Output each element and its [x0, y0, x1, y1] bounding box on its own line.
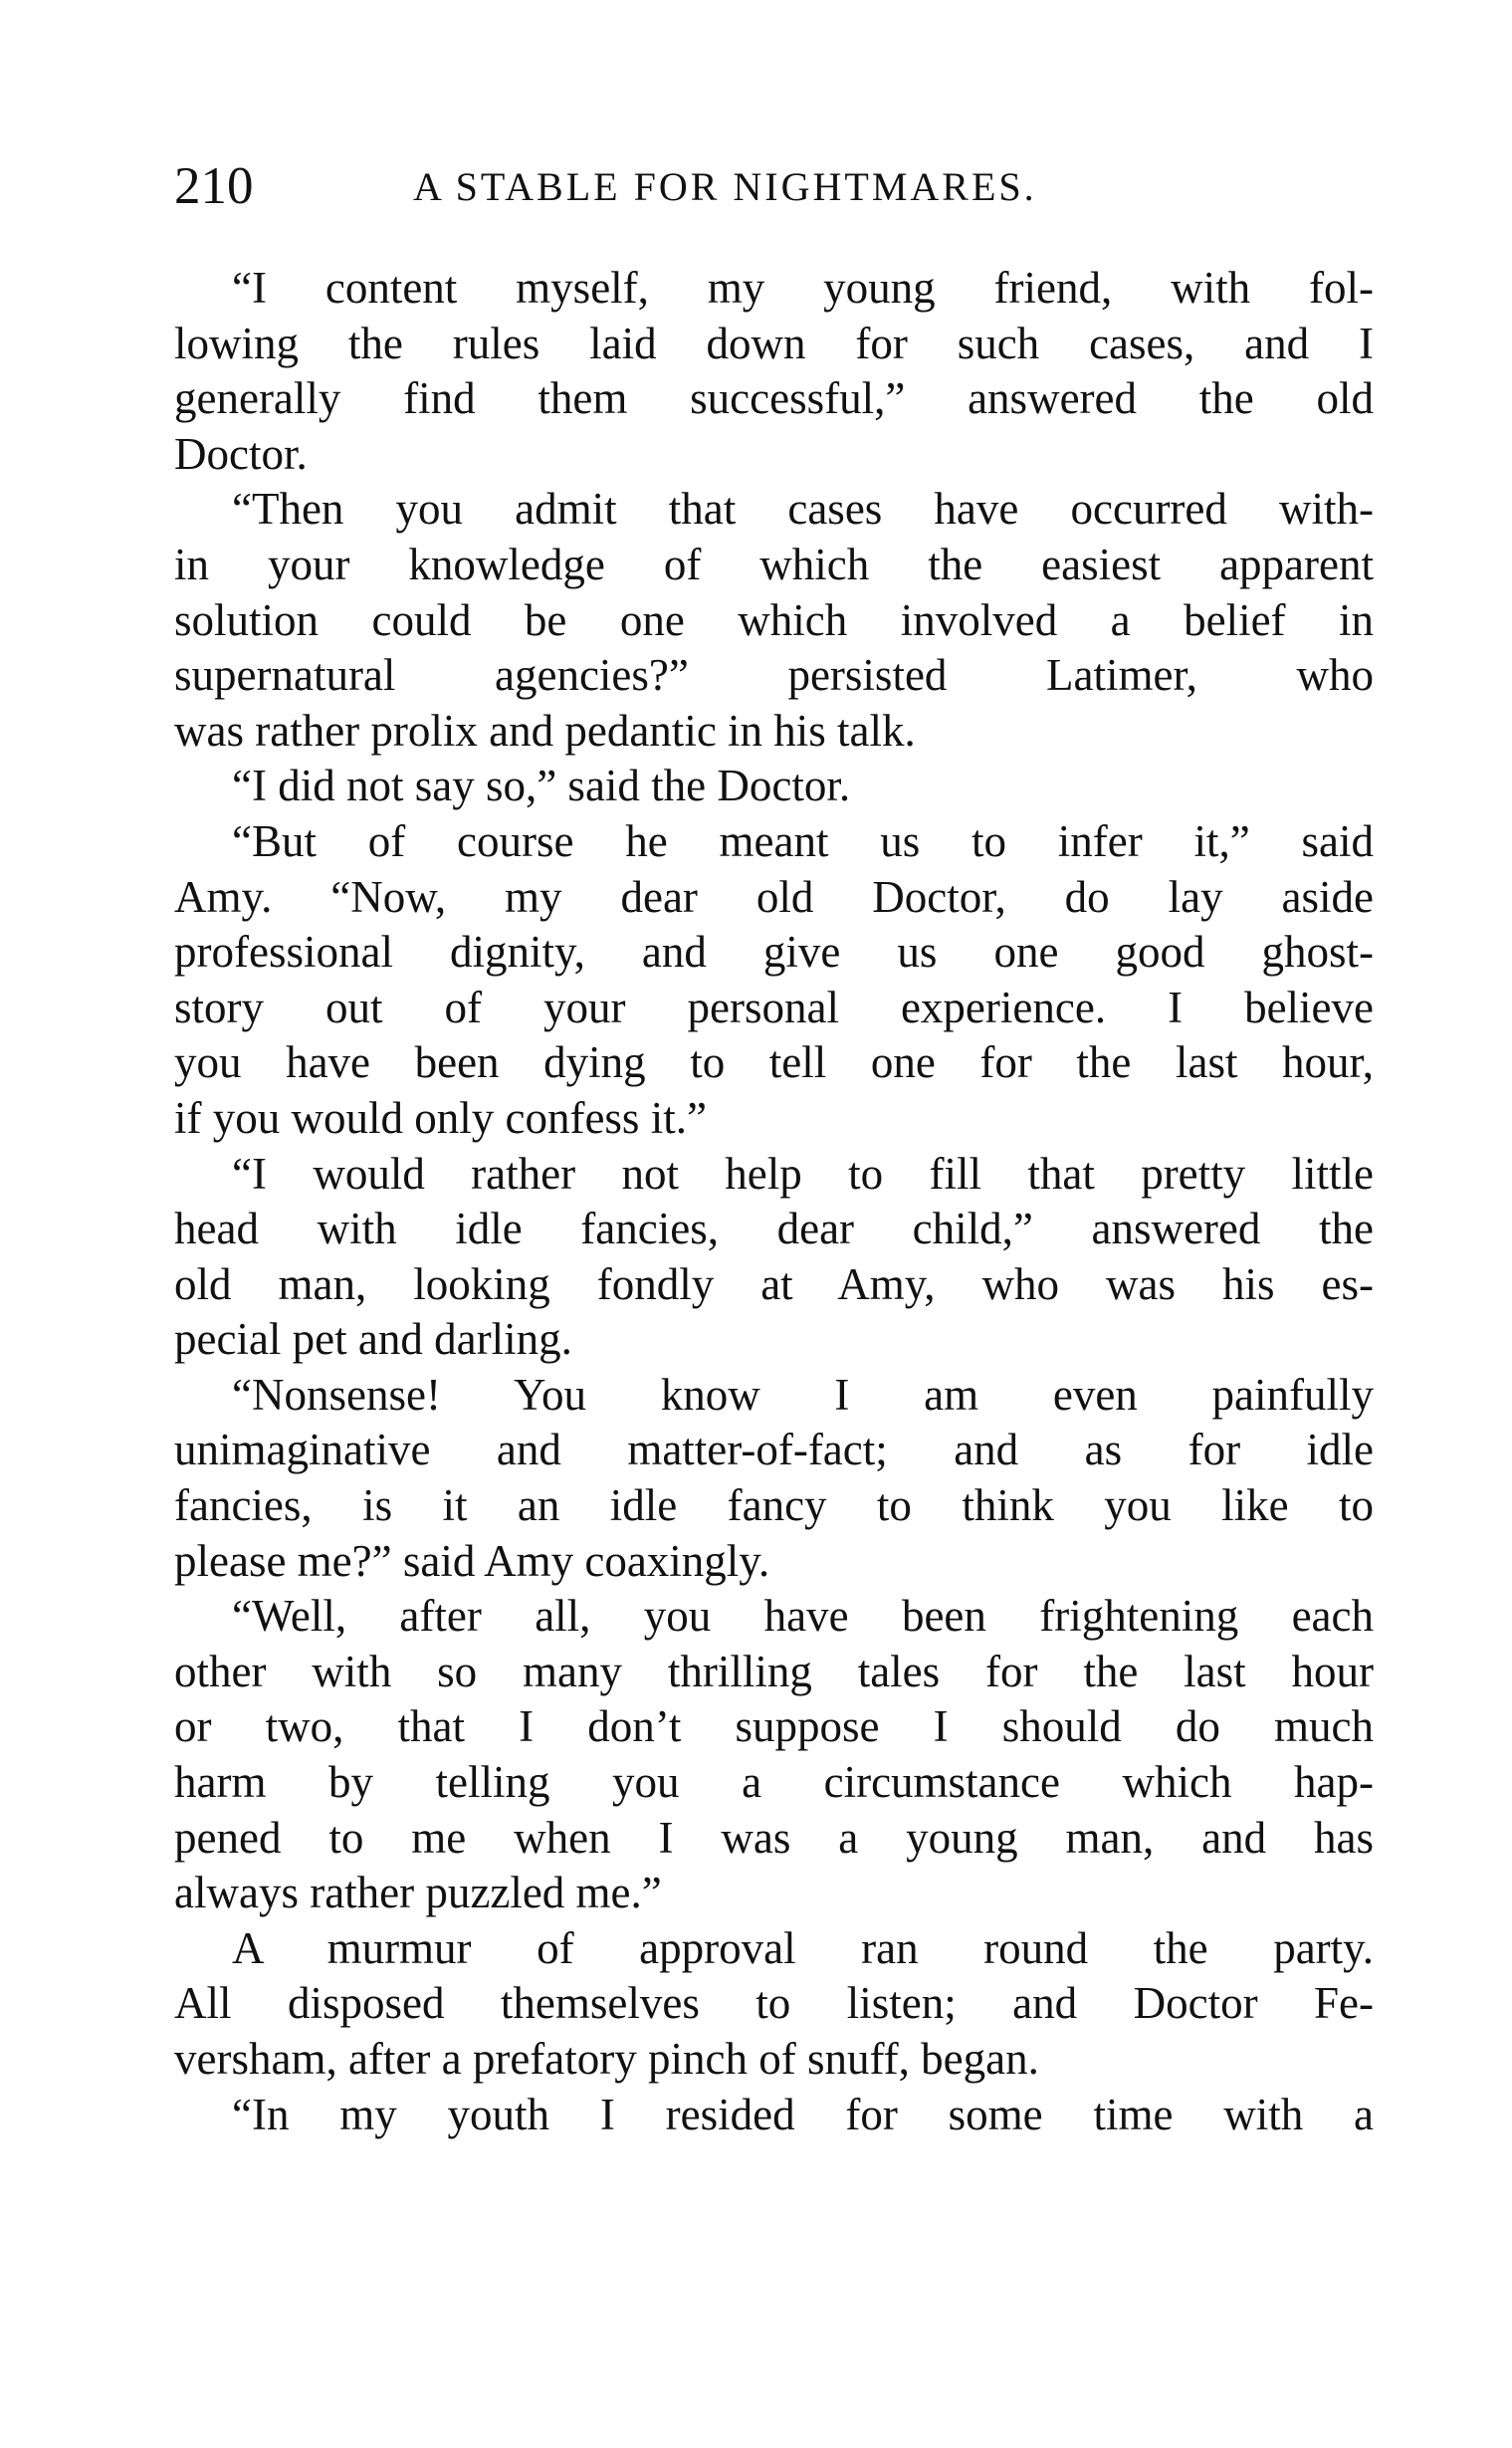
text-line: generally find them successful,” answered the old	[174, 373, 1374, 424]
text-line: Doctor.	[174, 428, 308, 479]
page-number: 210	[174, 157, 254, 215]
text-line: unimaginative and matter-of-fact; and as for idle	[174, 1425, 1374, 1475]
text-line: “Then you admit that cases have occurred with-	[232, 484, 1374, 535]
text-line: versham, after a prefatory pinch of snuff, began.	[174, 2034, 1039, 2084]
text-line: “I would rather not help to fill that pretty little	[232, 1148, 1374, 1199]
text-line: was rather prolix and pedantic in his talk.	[174, 705, 916, 756]
text-line: A murmur of approval ran round the party.	[232, 1922, 1374, 1973]
text-line: harm by telling you a circumstance which hap-	[174, 1757, 1374, 1808]
text-line: “Nonsense! You know I am even painfully	[232, 1369, 1374, 1420]
text-line: “I did not say so,” said the Doctor.	[232, 761, 851, 811]
text-line: old man, looking fondly at Amy, who was his es-	[174, 1258, 1374, 1309]
text-line: lowing the rules laid down for such cases, and I	[174, 318, 1374, 368]
text-line: if you would only confess it.”	[174, 1092, 707, 1143]
text-line: please me?” said Amy coaxingly.	[174, 1535, 770, 1586]
text-line: solution could be one which involved a belief in	[174, 594, 1374, 645]
text-line: always rather puzzled me.”	[174, 1868, 662, 1918]
text-line: head with idle fancies, dear child,” answered the	[174, 1204, 1374, 1254]
text-line: Amy. “Now, my dear old Doctor, do lay aside	[174, 871, 1374, 922]
text-line: in your knowledge of which the easiest apparent	[174, 539, 1374, 589]
text-line: “Well, after all, you have been frightening each	[232, 1591, 1374, 1642]
text-line: “But of course he meant us to infer it,” said	[232, 815, 1374, 866]
text-line: pecial pet and darling.	[174, 1314, 572, 1365]
running-head	[174, 151, 1379, 221]
body-text	[174, 261, 1374, 2142]
text-line: fancies, is it an idle fancy to think you like to	[174, 1480, 1374, 1531]
text-line: other with so many thrilling tales for the last hour	[174, 1646, 1374, 1696]
text-line: All disposed themselves to listen; and Doctor Fe-	[174, 1978, 1374, 2029]
text-line: supernatural agencies?” persisted Latimer, who	[174, 650, 1374, 701]
text-line: you have been dying to tell one for the last hour,	[174, 1037, 1374, 1088]
text-line: pened to me when I was a young man, and has	[174, 1812, 1374, 1863]
running-title: A STABLE FOR NIGHTMARES.	[413, 164, 1037, 209]
text-line: “I content myself, my young friend, with fol-	[232, 263, 1374, 313]
text-line: or two, that I don’t suppose I should do much	[174, 1701, 1374, 1752]
text-line: “In my youth I resided for some time with a	[232, 2089, 1374, 2139]
text-line: story out of your personal experience. I believe	[174, 982, 1374, 1032]
text-line: professional dignity, and give us one good ghost-	[174, 927, 1374, 978]
